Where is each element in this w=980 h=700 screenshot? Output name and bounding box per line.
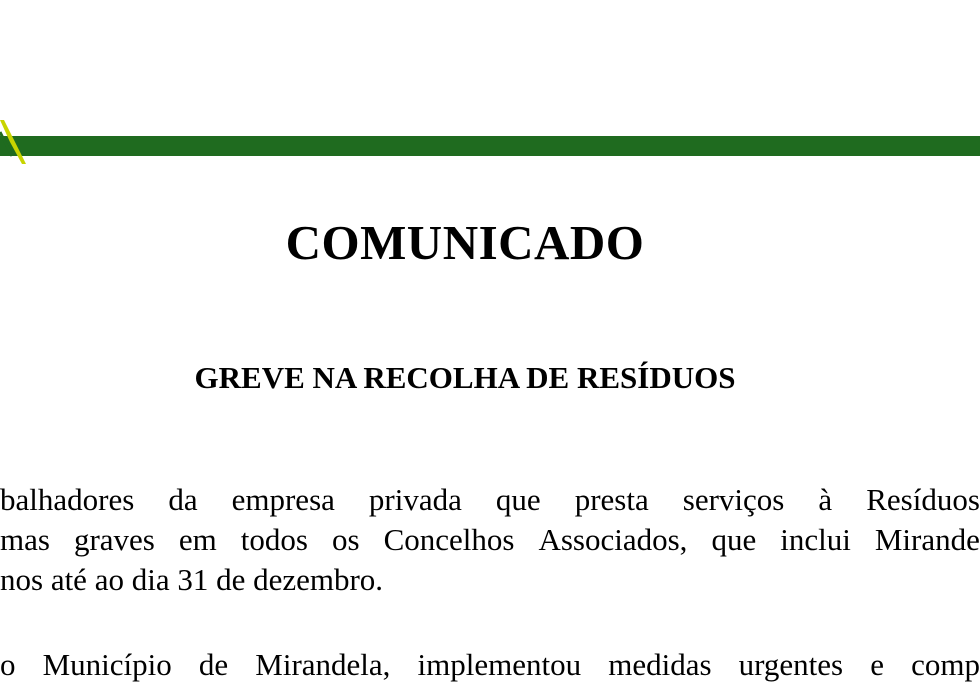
word: comp <box>911 647 980 682</box>
paragraph-1-line-3: nos até ao dia 31 de dezembro. <box>0 562 384 597</box>
word: todos <box>240 522 308 557</box>
document-title: COMUNICADO <box>285 215 645 270</box>
document-subtitle: GREVE NA RECOLHA DE RESÍDUOS <box>194 360 736 395</box>
word: que <box>711 522 757 557</box>
word: de <box>198 647 229 682</box>
word: Concelhos <box>383 522 515 557</box>
paragraph-2-line-1 <box>0 645 980 685</box>
word: que <box>495 482 541 517</box>
word: mas <box>0 522 50 557</box>
body-paragraph-2 <box>0 645 980 685</box>
paragraph-1-line-2 <box>0 520 980 560</box>
word: presta <box>574 482 649 517</box>
word: Resíduos <box>866 482 980 517</box>
word: e <box>870 647 884 682</box>
word: graves <box>73 522 155 557</box>
word: serviços <box>682 482 785 517</box>
word: medidas <box>608 647 712 682</box>
word: Mirande <box>874 522 980 557</box>
word: os <box>331 522 360 557</box>
word: inclui <box>780 522 851 557</box>
word: Município <box>42 647 172 682</box>
paragraph-1-line-1 <box>0 480 980 520</box>
word: urgentes <box>738 647 844 682</box>
word: privada <box>368 482 462 517</box>
word: implementou <box>417 647 582 682</box>
body-paragraph-1 <box>0 480 980 600</box>
word: da <box>168 482 198 517</box>
word: Associados, <box>538 522 688 557</box>
word: empresa <box>231 482 335 517</box>
word: Mirandela, <box>255 647 391 682</box>
word: o <box>0 647 16 682</box>
word: balhadores <box>0 482 135 517</box>
header-green-rule <box>0 136 980 156</box>
logo-fragment-icon <box>0 112 30 172</box>
word: em <box>178 522 217 557</box>
word: à <box>818 482 833 517</box>
